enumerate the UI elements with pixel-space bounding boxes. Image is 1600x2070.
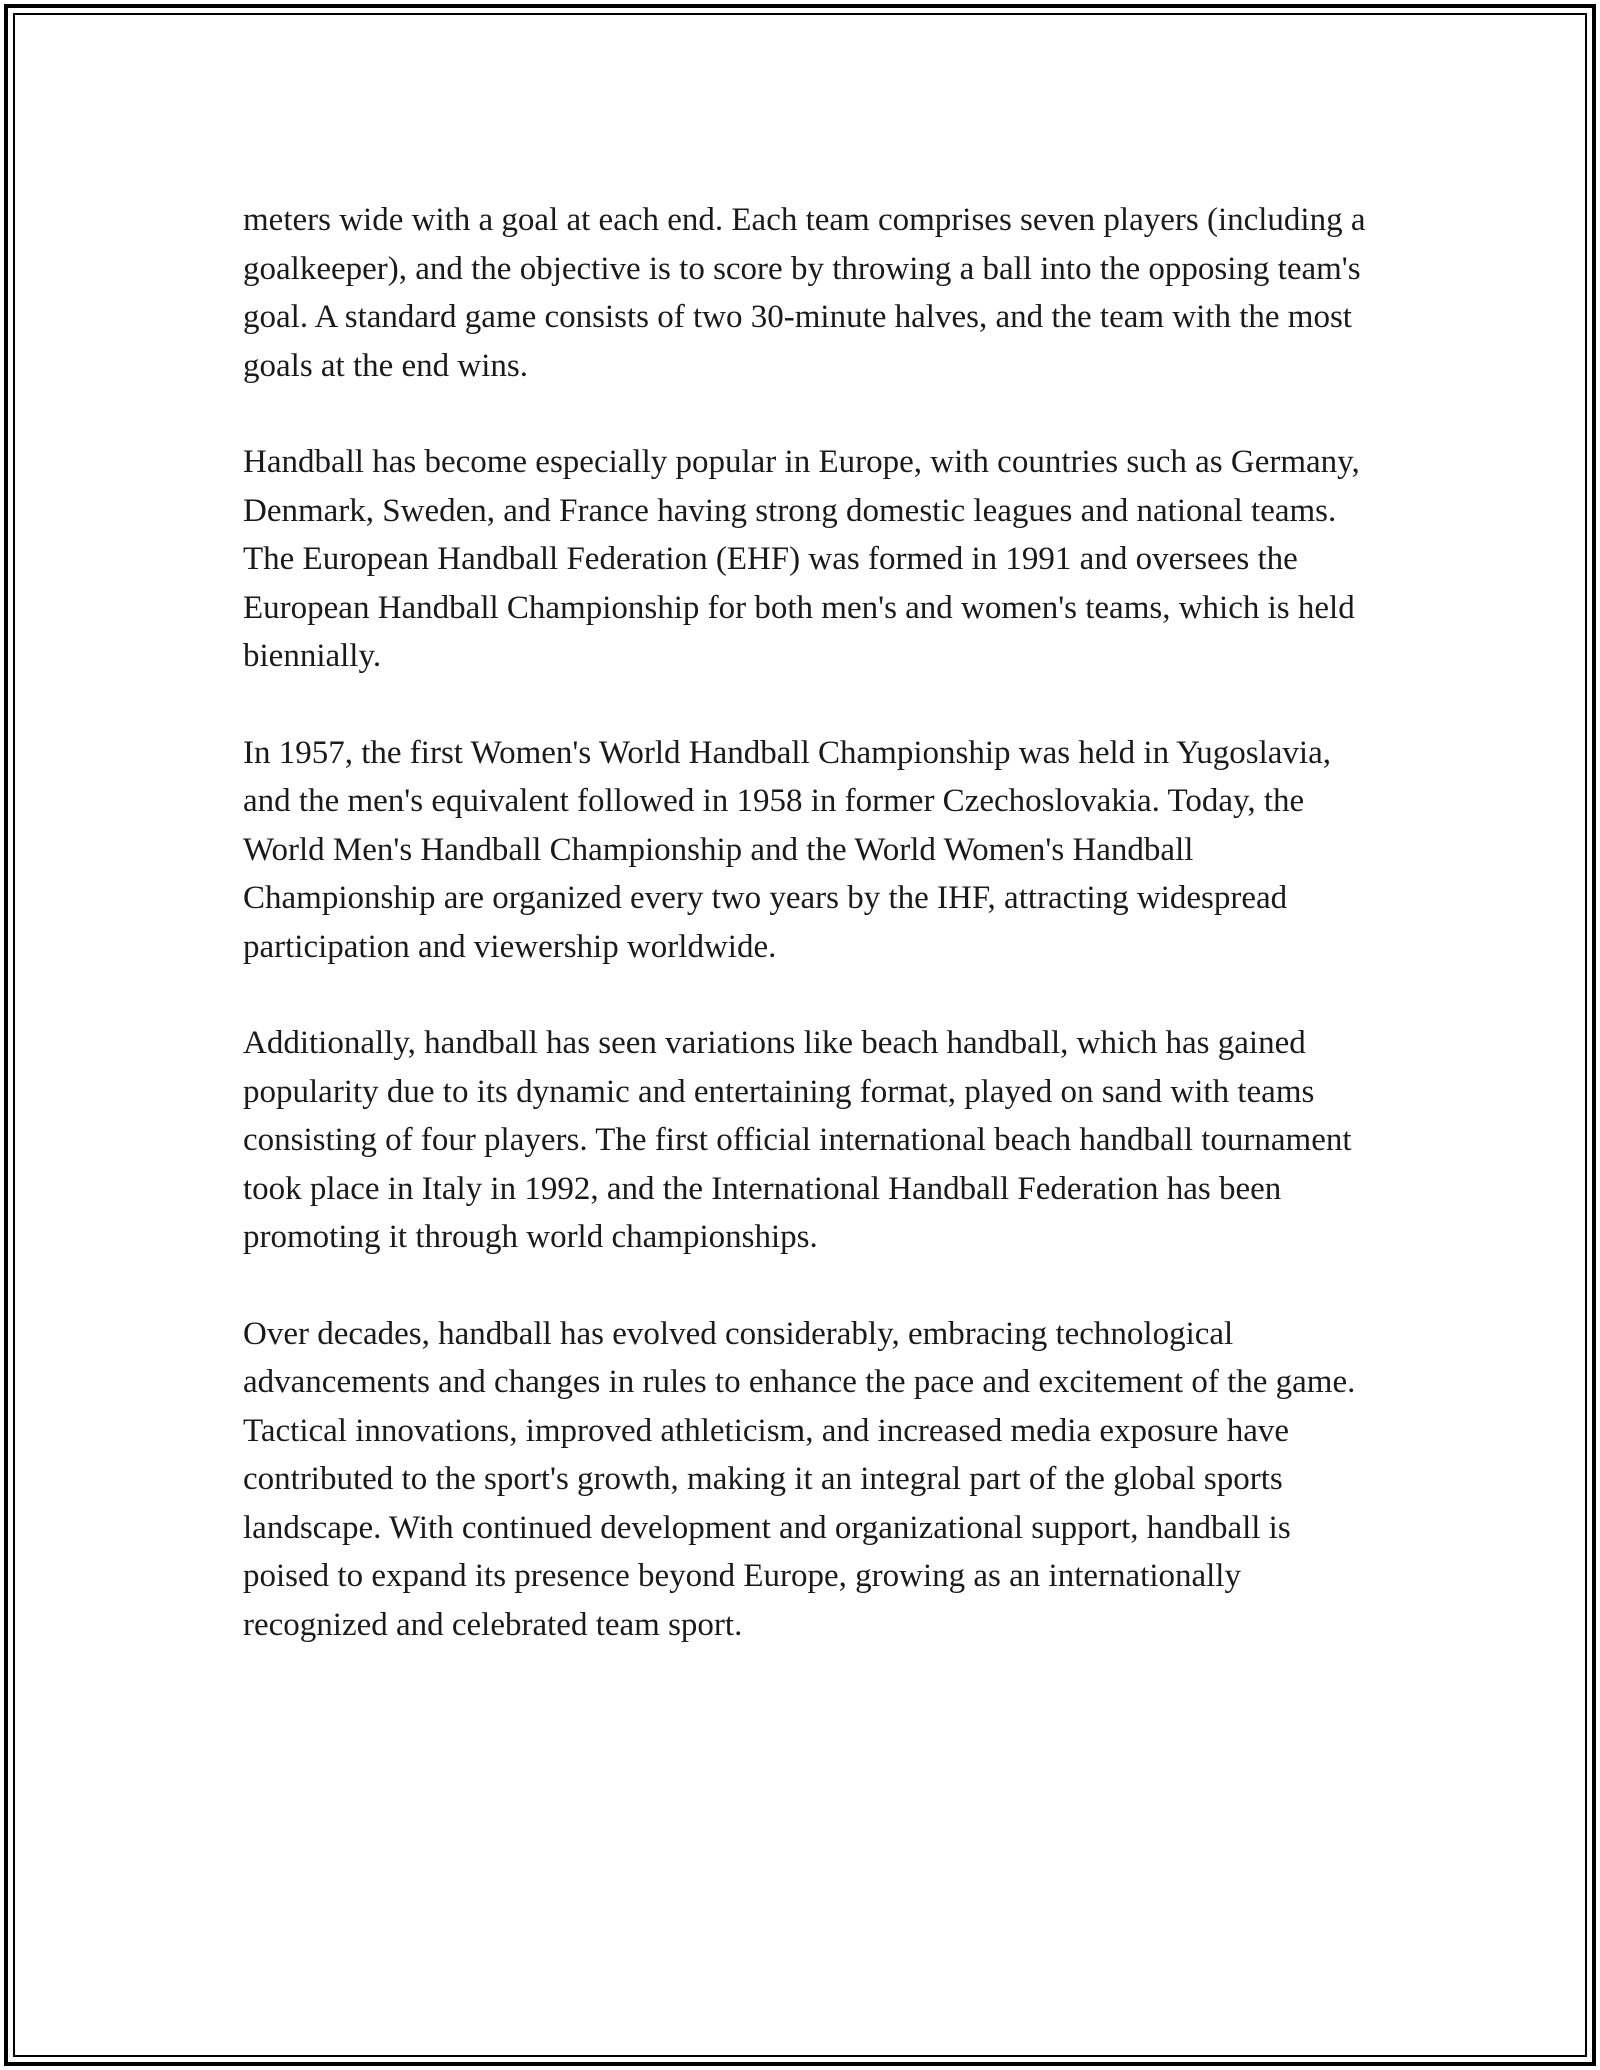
paragraph-beach-handball: Additionally, handball has seen variations like beach handball, which has gained popularity due to its dynamic and entertaining format, played on sand with teams consisting of four players. The first official international beach handball tournament took place in Italy in 1992, and the International Handball Federation has been promoting it through world championships. — [243, 1025, 1352, 1255]
paragraph-court-and-rules: meters wide with a goal at each end. Each team comprises seven players (including a goalkeeper), and the objective is to score by throwing a ball into the opposing team's goal. A standard game consists of two 30-minute halves, and the team with the most goals at the end wins. — [243, 202, 1366, 384]
paragraph-europe-popularity: Handball has become especially popular in Europe, with countries such as Germany, Denmark, Sweden, and France having strong domestic leagues and national teams. The European Handball Federation (EHF) was formed in 1991 and oversees the European Handball Championship for both men's and women's teams, which is held biennially. — [243, 444, 1360, 674]
document-body — [243, 196, 1383, 1697]
paragraph-world-championships: In 1957, the first Women's World Handball Championship was held in Yugoslavia, and the men's equivalent followed in 1958 in former Czechoslovakia. Today, the World Men's Handball Championship and the World Women's Handball Championship are organized every two years by the IHF, attracting widespread participation and viewership worldwide. — [243, 734, 1331, 965]
paragraph-evolution: Over decades, handball has evolved considerably, embracing technological advancements and changes in rules to enhance the pace and excitement of the game. Tactical innovations, improved athleticism, and increased media exposure have contributed to the sport's growth, making it an integral part of the global sports landscape. With continued development and organizational support, handball is poised to expand its presence beyond Europe, growing as an internationally recognized and celebrated team sport. — [243, 1315, 1356, 1643]
page-frame — [4, 4, 1596, 2066]
